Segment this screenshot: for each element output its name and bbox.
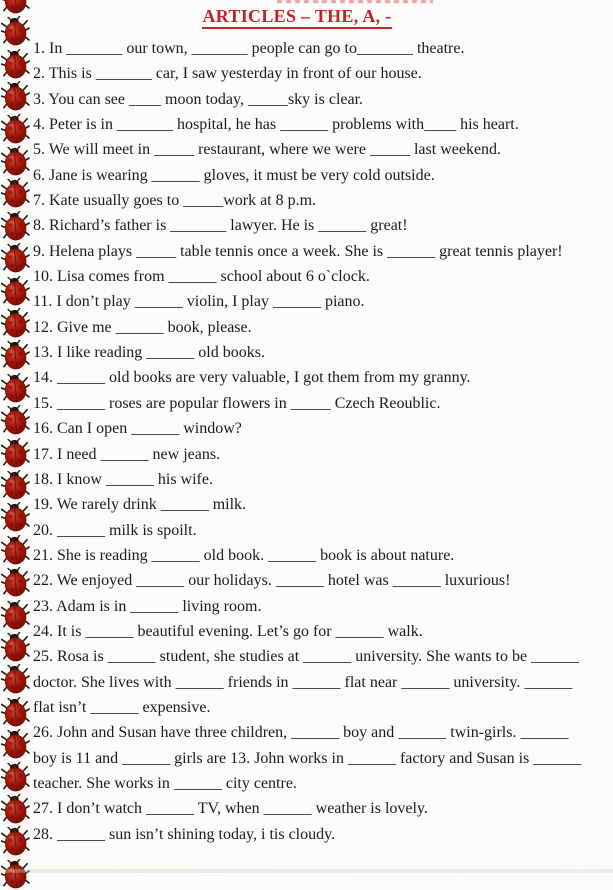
ladybug-column — [0, 0, 32, 873]
worksheet-line: 26. John and Susan have three children, ______ boy and ______ twin-girls. ______ — [33, 720, 613, 745]
ladybug-icon — [1, 16, 30, 47]
ladybug-icon — [1, 211, 30, 242]
worksheet-line: 4. Peter is in _______ hospital, he has ______ problems with____ his heart. — [33, 112, 613, 137]
worksheet-line: 2. This is _______ car, I saw yesterday in front of our house. — [33, 61, 613, 86]
ladybug-icon — [1, 664, 30, 695]
ladybug-icon — [1, 697, 30, 728]
worksheet-line: 6. Jane is wearing ______ gloves, it must be very cold outside. — [33, 163, 613, 188]
worksheet-line: 12. Give me ______ book, please. — [33, 315, 613, 340]
ladybug-icon — [1, 535, 30, 566]
ladybug-icon — [1, 826, 30, 857]
worksheet-line: 8. Richard’s father is _______ lawyer. He is ______ great! — [33, 213, 613, 238]
worksheet-line: 19. We rarely drink ______ milk. — [33, 492, 613, 517]
worksheet-line: 22. We enjoyed ______ our holidays. ______ hotel was ______ luxurious! — [33, 568, 613, 593]
ladybug-icon — [1, 859, 30, 890]
worksheet-line: 7. Kate usually goes to _____work at 8 p.m. — [33, 188, 613, 213]
worksheet-line: teacher. She works in ______ city centre. — [33, 771, 613, 796]
worksheet-line: 27. I don’t watch ______ TV, when ______ weather is lovely. — [33, 796, 613, 821]
ladybug-icon — [1, 405, 30, 436]
ladybug-icon — [1, 340, 30, 371]
worksheet-line: 25. Rosa is ______ student, she studies at ______ university. She wants to be ______ — [33, 644, 613, 669]
worksheet-line: 20. ______ milk is spoilt. — [33, 518, 613, 543]
ladybug-icon — [1, 794, 30, 825]
worksheet-line: 24. It is ______ beautiful evening. Let’s go for ______ walk. — [33, 619, 613, 644]
ladybug-icon — [1, 114, 30, 145]
ladybug-icon — [1, 178, 30, 209]
worksheet-line: boy is 11 and ______ girls are 13. John works in ______ factory and Susan is ______ — [33, 746, 613, 771]
worksheet-line: 1. In _______ our town, _______ people can go to_______ theatre. — [33, 36, 613, 61]
worksheet-line: 13. I like reading ______ old books. — [33, 340, 613, 365]
ladybug-icon — [1, 373, 30, 404]
top-edge-ghost-text — [277, 0, 433, 3]
ladybug-icon — [1, 470, 30, 501]
ladybug-icon — [1, 276, 30, 307]
worksheet-line: 14. ______ old books are very valuable, I got them from my granny. — [33, 365, 613, 390]
worksheet-line: 3. You can see ____ moon today, _____sky is clear. — [33, 87, 613, 112]
worksheet-line: 28. ______ sun isn’t shining today, i tis cloudy. — [33, 822, 613, 847]
page-title: ARTICLES – THE, A, - — [202, 6, 391, 29]
ladybug-icon — [1, 567, 30, 598]
worksheet-line: 9. Helena plays _____ table tennis once a week. She is ______ great tennis player! — [33, 239, 613, 264]
worksheet-line: 18. I know ______ his wife. — [33, 467, 613, 492]
ladybug-icon — [1, 81, 30, 112]
ladybug-icon — [1, 243, 30, 274]
worksheet-line: 16. Can I open ______ window? — [33, 416, 613, 441]
ladybug-icon — [1, 762, 30, 793]
bottom-edge-artifact — [0, 869, 613, 873]
worksheet-line: 17. I need ______ new jeans. — [33, 442, 613, 467]
exercise-lines — [33, 36, 613, 847]
ladybug-icon — [1, 600, 30, 631]
worksheet-line: 10. Lisa comes from ______ school about 6 o`clock. — [33, 264, 613, 289]
worksheet-line: 21. She is reading ______ old book. ______ book is about nature. — [33, 543, 613, 568]
ladybug-icon — [1, 502, 30, 533]
ladybug-icon — [1, 146, 30, 177]
worksheet-line: 23. Adam is in ______ living room. — [33, 594, 613, 619]
ladybug-icon — [1, 49, 30, 80]
ladybug-icon — [1, 729, 30, 760]
ladybug-icon — [1, 0, 30, 15]
worksheet-line: 11. I don’t play ______ violin, I play ______ piano. — [33, 289, 613, 314]
worksheet-line: 15. ______ roses are popular flowers in _____ Czech Reoublic. — [33, 391, 613, 416]
worksheet-line: flat isn’t ______ expensive. — [33, 695, 613, 720]
title-row — [33, 6, 613, 33]
ladybug-icon — [1, 438, 30, 469]
worksheet-content — [33, 6, 613, 847]
worksheet-line: doctor. She lives with ______ friends in ______ flat near ______ university. ______ — [33, 670, 613, 695]
worksheet-line: 5. We will meet in _____ restaurant, where we were _____ last weekend. — [33, 137, 613, 162]
ladybug-icon — [1, 308, 30, 339]
ladybug-icon — [1, 632, 30, 663]
